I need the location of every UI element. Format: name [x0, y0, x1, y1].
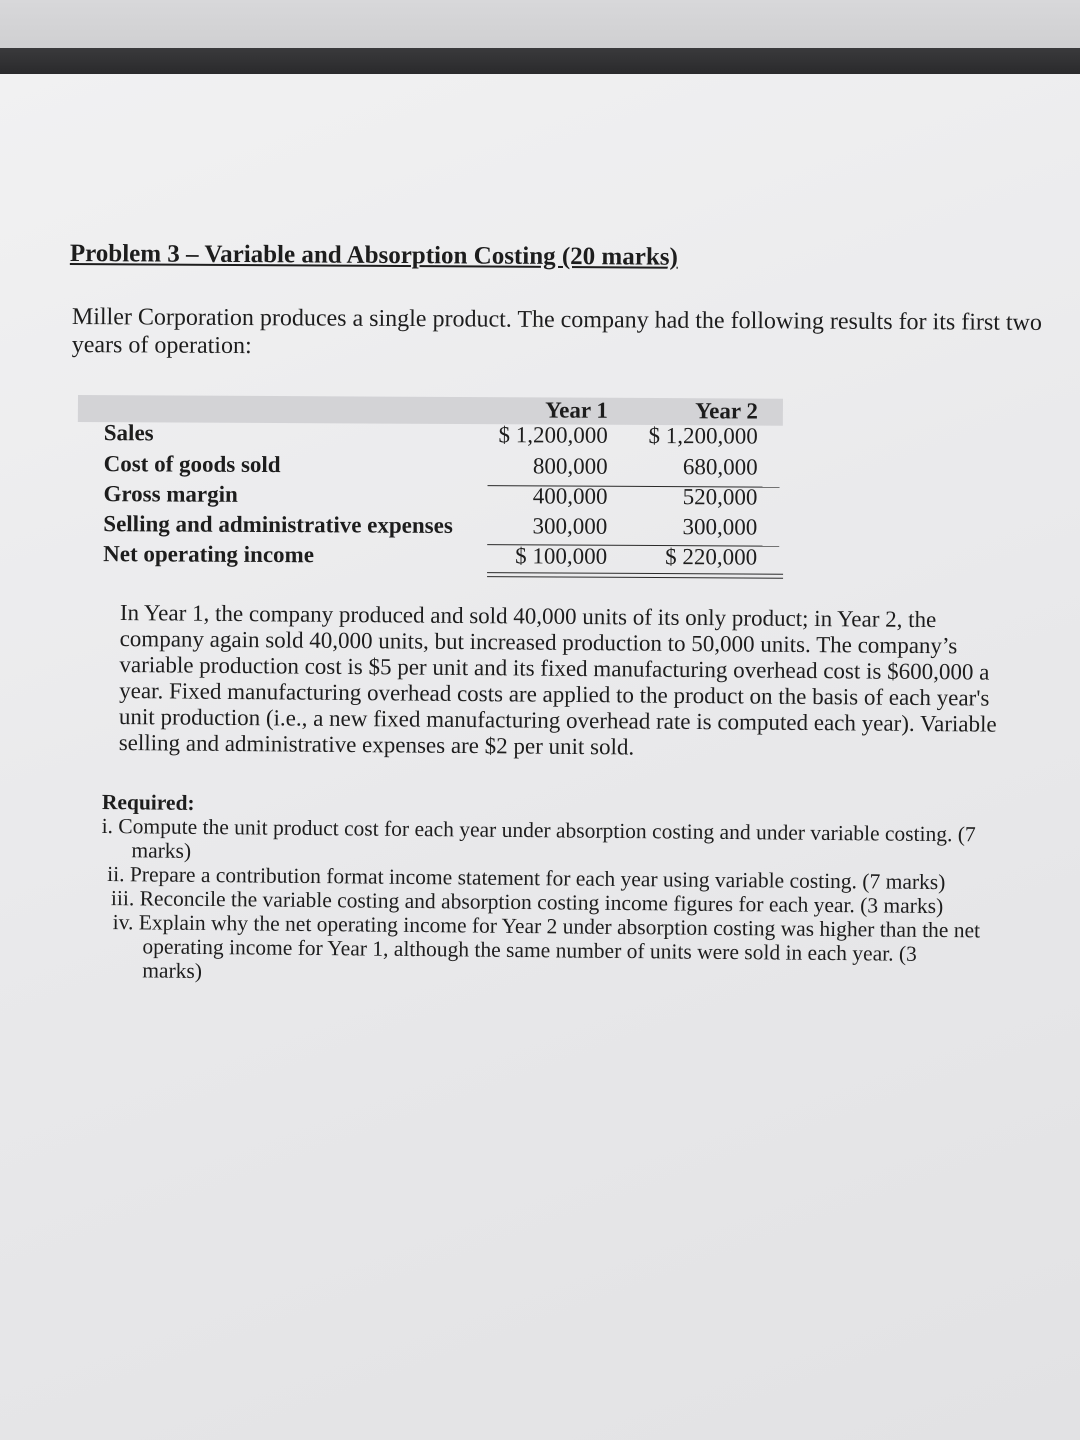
- income-statement-table: [77, 395, 783, 581]
- problem-details-paragraph: In Year 1, the company produced and sold 40,000 units of its only product; in Year 2, the company again sold 40,000 units, but increased production to 50,000 units. The company’s variable production cost is $5 per unit and its fixed manufacturing overhead cost is $600,000 a year. Fixed manufacturing overhead costs are applied to the product on the basis of each year's unit production (i.e., a new fixed manufacturing overhead rate is computed each year). Variable selling and administrative expenses are $2 per unit sold.: [118, 600, 997, 760]
- table-row-sales: [78, 420, 783, 454]
- window-top-bar: [0, 48, 1080, 74]
- problem-intro: Miller Corporation produces a single product. The company had the following results for its first two years of operation:: [71, 303, 1043, 360]
- row-label: Net operating income: [103, 541, 315, 568]
- year2-value: $ 220,000: [665, 544, 758, 570]
- requirement-item: iv. Explain why the net operating income for Year 2 under absorption costing was higher than the net operating income for Year 1, although the same number of units were sold in each year. (3 marks): [112, 910, 981, 983]
- row-label: Gross margin: [103, 481, 238, 507]
- table-row-cogs: [78, 451, 783, 485]
- row-label: Cost of goods sold: [103, 451, 281, 478]
- requirement-item: iii. Reconcile the variable costing and absorption costing income figures for each year. (3 marks): [110, 886, 944, 919]
- year2-value: $ 1,200,000: [648, 422, 758, 449]
- requirement-item: i. Compute the unit product cost for each year under absorption costing and under variable costing. (7 marks): [101, 813, 976, 863]
- row-label: Selling and administrative expenses: [103, 511, 453, 538]
- year2-value: 680,000: [682, 454, 758, 480]
- monitor-bezel: [0, 0, 1080, 50]
- year2-value: 300,000: [682, 514, 758, 540]
- requirement-item: ii. Prepare a contribution format income statement for each year using variable costing. (7 marks): [107, 862, 946, 895]
- year2-value: 520,000: [682, 484, 758, 510]
- column-header-year2: Year 2: [695, 398, 758, 424]
- year1-value: 400,000: [532, 483, 608, 509]
- column-header-year1: Year 1: [545, 397, 608, 423]
- year1-value: 800,000: [532, 453, 608, 479]
- double-underline-rule: [487, 572, 783, 579]
- table-row-selling-admin: [77, 511, 782, 545]
- row-label: Sales: [103, 420, 154, 446]
- required-heading: Required:: [101, 790, 195, 815]
- year1-value: $ 1,200,000: [498, 422, 608, 448]
- year1-value: 300,000: [532, 513, 608, 539]
- table-row-gross-margin: [77, 481, 782, 515]
- required-section: [100, 790, 982, 990]
- table-row-net-income: [77, 541, 782, 575]
- problem-title: Problem 3 – Variable and Absorption Costing (20 marks): [69, 240, 678, 271]
- year1-value: $ 100,000: [515, 543, 608, 569]
